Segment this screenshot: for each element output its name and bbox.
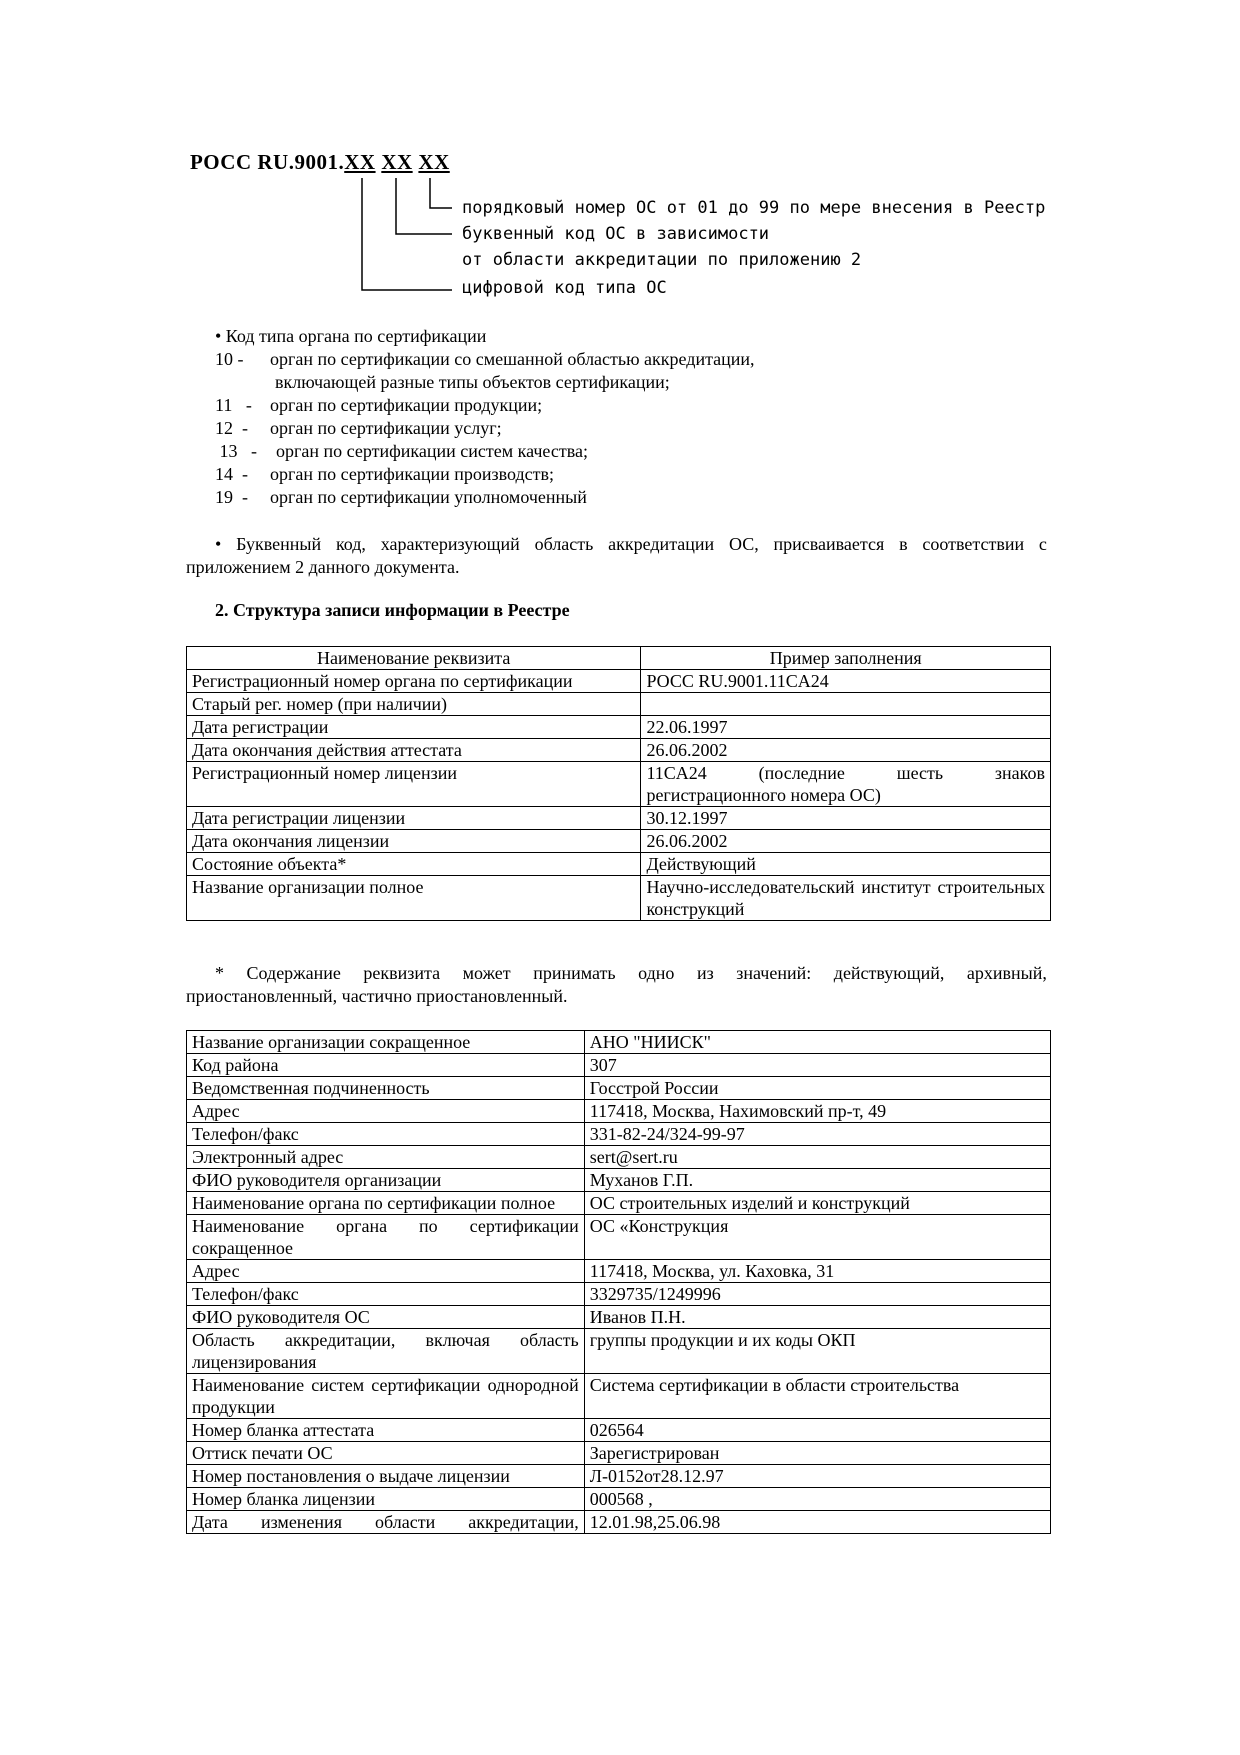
table-cell: 30.12.1997 bbox=[641, 807, 1051, 830]
table-cell: 26.06.2002 bbox=[641, 830, 1051, 853]
table-cell: ФИО руководителя организации bbox=[187, 1169, 585, 1192]
type-code-10 bbox=[215, 348, 244, 371]
type-code-number: 11 - bbox=[215, 395, 252, 415]
table-cell: Оттиск печати ОС bbox=[187, 1442, 585, 1465]
table-row bbox=[187, 762, 1051, 807]
table-cell: Ведомственная подчиненность bbox=[187, 1077, 585, 1100]
footnote-line2: приостановленный, частично приостановленный. bbox=[186, 986, 568, 1006]
table-cell: Зарегистрирован bbox=[584, 1442, 1050, 1465]
table-cell: Госстрой России bbox=[584, 1077, 1050, 1100]
table-row bbox=[187, 670, 1051, 693]
type-code-number: 14 - bbox=[215, 464, 248, 484]
justified-word: области bbox=[375, 1512, 436, 1532]
table-cell: Телефон/факс bbox=[187, 1283, 585, 1306]
table-row bbox=[187, 1123, 1051, 1146]
table-row bbox=[187, 1306, 1051, 1329]
table-cell: 117418, Москва, Нахимовский пр-т, 49 bbox=[584, 1100, 1050, 1123]
table-row bbox=[187, 1374, 1051, 1419]
table-row bbox=[187, 876, 1051, 921]
table-cell: Номер постановления о выдаче лицензии bbox=[187, 1465, 585, 1488]
justified-word: аккредитации, bbox=[468, 1512, 579, 1532]
table-cell: группы продукции и их коды ОКП bbox=[584, 1329, 1050, 1374]
type-code-10-text: орган по сертификации со смешанной областью аккредитации, bbox=[270, 349, 755, 369]
justified-word: с bbox=[1038, 534, 1047, 554]
table-cell bbox=[641, 693, 1051, 716]
table-cell: sert@sert.ru bbox=[584, 1146, 1050, 1169]
table-cell: Дата окончания действия аттестата bbox=[187, 739, 641, 762]
type-code-12 bbox=[215, 417, 248, 440]
table-row bbox=[187, 1260, 1051, 1283]
code-type-digits: XX bbox=[344, 150, 376, 174]
table-row bbox=[187, 807, 1051, 830]
table-row bbox=[187, 1100, 1051, 1123]
justified-word: характеризующий bbox=[380, 534, 520, 554]
type-code-14-text: орган по сертификации производств; bbox=[270, 464, 555, 484]
table-cell: Регистрационный номер лицензии bbox=[187, 762, 641, 807]
table-row bbox=[187, 853, 1051, 876]
type-code-number: 19 - bbox=[215, 487, 248, 507]
table-cell: 26.06.2002 bbox=[641, 739, 1051, 762]
code-prefix: РОСС RU.9001. bbox=[190, 150, 345, 174]
table-cell: Номер бланка аттестата bbox=[187, 1419, 585, 1442]
table-row bbox=[187, 830, 1051, 853]
type-code-14 bbox=[215, 463, 248, 486]
justified-word: ОС, bbox=[728, 534, 759, 554]
diagram-label-type-code: цифровой код типа ОС bbox=[462, 278, 667, 298]
table-row bbox=[187, 1465, 1051, 1488]
table-cell: Адрес bbox=[187, 1100, 585, 1123]
cell-justified-wrap bbox=[192, 1511, 579, 1533]
type-code-11 bbox=[215, 394, 252, 417]
table-row bbox=[187, 1419, 1051, 1442]
column-header: Наименование реквизита bbox=[187, 647, 641, 670]
table-cell: Наименование систем сертификации однородной продукции bbox=[187, 1374, 585, 1419]
table-cell: Регистрационный номер органа по сертификации bbox=[187, 670, 641, 693]
justified-word: присваивается bbox=[773, 534, 885, 554]
justified-word: из bbox=[696, 963, 714, 983]
justified-word: Содержание bbox=[246, 963, 341, 983]
table-row bbox=[187, 1054, 1051, 1077]
table-row bbox=[187, 1215, 1051, 1260]
table-cell: ОС строительных изделий и конструкций bbox=[584, 1192, 1050, 1215]
table-row bbox=[187, 693, 1051, 716]
letter-code-paragraph-line2: приложением 2 данного документа. bbox=[186, 557, 460, 577]
table-cell: РОСС RU.9001.11CA24 bbox=[641, 670, 1051, 693]
table-cell: Код района bbox=[187, 1054, 585, 1077]
table-cell: Область аккредитации, включая область лицензирования bbox=[187, 1329, 585, 1374]
table-row bbox=[187, 1511, 1051, 1534]
justified-word: действующий, bbox=[833, 963, 945, 983]
code-sequence-part: XX bbox=[418, 150, 450, 174]
table-cell: 22.06.1997 bbox=[641, 716, 1051, 739]
footnote-line1-wrap bbox=[215, 962, 1047, 985]
diagram-label-accreditation: от области аккредитации по приложению 2 bbox=[462, 250, 862, 270]
table-cell: Научно-исследовательский институт строительных конструкций bbox=[641, 876, 1051, 921]
table-cell: 11CA24 (последние шесть знаков регистрационного номера ОС) bbox=[641, 762, 1051, 807]
table-cell: Л-0152от28.12.97 bbox=[584, 1465, 1050, 1488]
table-cell: 12.01.98,25.06.98 bbox=[584, 1511, 1050, 1534]
justified-word: может bbox=[462, 963, 511, 983]
justified-word: Буквенный bbox=[236, 534, 322, 554]
type-code-19 bbox=[215, 486, 248, 509]
table-cell: 331-82-24/324-99-97 bbox=[584, 1123, 1050, 1146]
table-cell: Наименование органа по сертификации полное bbox=[187, 1192, 585, 1215]
type-code-13 bbox=[215, 440, 257, 463]
letter-code-line1-text bbox=[215, 533, 1047, 556]
table-cell: Состояние объекта* bbox=[187, 853, 641, 876]
table-cell: Дата окончания лицензии bbox=[187, 830, 641, 853]
table-cell: 3329735/1249996 bbox=[584, 1283, 1050, 1306]
letter-code-paragraph-line1 bbox=[215, 533, 1047, 556]
justified-word: соответствии bbox=[922, 534, 1025, 554]
table-row bbox=[187, 716, 1051, 739]
type-code-10-text-cont: включающей разные типы объектов сертификации; bbox=[275, 372, 670, 392]
table-cell: Дата регистрации bbox=[187, 716, 641, 739]
type-code-11-text: орган по сертификации продукции; bbox=[270, 395, 543, 415]
table-row bbox=[187, 739, 1051, 762]
type-code-number: 10 - bbox=[215, 349, 244, 369]
justified-word: аккредитации bbox=[608, 534, 715, 554]
type-code-number: 13 - bbox=[215, 441, 257, 461]
justified-word: принимать bbox=[533, 963, 616, 983]
type-code-number: 12 - bbox=[215, 418, 248, 438]
table-row bbox=[187, 1192, 1051, 1215]
organization-details-table bbox=[186, 1030, 1051, 1534]
justified-word: в bbox=[899, 534, 908, 554]
code-structure-diagram bbox=[190, 150, 1070, 300]
table-row bbox=[187, 1146, 1051, 1169]
footnote-line1 bbox=[215, 962, 1047, 985]
table-row bbox=[187, 1169, 1051, 1192]
table-cell: Адрес bbox=[187, 1260, 585, 1283]
table-row bbox=[187, 1077, 1051, 1100]
table-cell: Иванов П.Н. bbox=[584, 1306, 1050, 1329]
table-cell: Электронный адрес bbox=[187, 1146, 585, 1169]
type-codes-intro: • Код типа органа по сертификации bbox=[215, 326, 487, 346]
table-cell bbox=[187, 1511, 585, 1534]
certificate-code-template bbox=[190, 150, 450, 175]
table-row bbox=[187, 1329, 1051, 1374]
table-cell: Название организации сокращенное bbox=[187, 1031, 585, 1054]
section-heading: 2. Структура записи информации в Реестре bbox=[215, 600, 570, 620]
table-header-row bbox=[187, 647, 1051, 670]
table-row bbox=[187, 1283, 1051, 1306]
justified-word: архивный, bbox=[966, 963, 1047, 983]
type-code-13-text: орган по сертификации систем качества; bbox=[276, 441, 588, 461]
table-cell: 117418, Москва, ул. Каховка, 31 bbox=[584, 1260, 1050, 1283]
table-cell: Название организации полное bbox=[187, 876, 641, 921]
justified-word: код, bbox=[335, 534, 366, 554]
table-row bbox=[187, 1442, 1051, 1465]
diagram-label-sequence: порядковый номер ОС от 01 до 99 по мере внесения в Реестр bbox=[462, 198, 1046, 218]
table-cell: Номер бланка лицензии bbox=[187, 1488, 585, 1511]
justified-word: одно bbox=[638, 963, 675, 983]
table-cell: Дата регистрации лицензии bbox=[187, 807, 641, 830]
table-cell: Действующий bbox=[641, 853, 1051, 876]
table-cell: Муханов Г.П. bbox=[584, 1169, 1050, 1192]
justified-word: изменения bbox=[260, 1512, 342, 1532]
table-cell: 000568 , bbox=[584, 1488, 1050, 1511]
code-letter-part: XX bbox=[381, 150, 413, 174]
table-cell: ФИО руководителя ОС bbox=[187, 1306, 585, 1329]
table-cell: Наименование органа по сертификации сокращенное bbox=[187, 1215, 585, 1260]
type-code-12-text: орган по сертификации услуг; bbox=[270, 418, 502, 438]
justified-word: реквизита bbox=[363, 963, 441, 983]
table-cell: 026564 bbox=[584, 1419, 1050, 1442]
registry-structure-table bbox=[186, 646, 1051, 921]
justified-word: * bbox=[215, 963, 224, 983]
table-cell: АНО "НИИСК" bbox=[584, 1031, 1050, 1054]
table-cell: 307 bbox=[584, 1054, 1050, 1077]
justified-word: значений: bbox=[736, 963, 812, 983]
column-header: Пример заполнения bbox=[641, 647, 1051, 670]
diagram-label-letter-code: буквенный код ОС в зависимости bbox=[462, 224, 770, 244]
type-code-19-text: орган по сертификации уполномоченный bbox=[270, 487, 587, 507]
table-row bbox=[187, 1488, 1051, 1511]
table-row bbox=[187, 1031, 1051, 1054]
table-cell: Телефон/факс bbox=[187, 1123, 585, 1146]
table-cell: Старый рег. номер (при наличии) bbox=[187, 693, 641, 716]
table-cell: Система сертификации в области строительства bbox=[584, 1374, 1050, 1419]
table-cell: ОС «Конструкция bbox=[584, 1215, 1050, 1260]
justified-word: Дата bbox=[192, 1512, 228, 1532]
justified-word: • bbox=[215, 534, 222, 554]
justified-word: область bbox=[534, 534, 594, 554]
